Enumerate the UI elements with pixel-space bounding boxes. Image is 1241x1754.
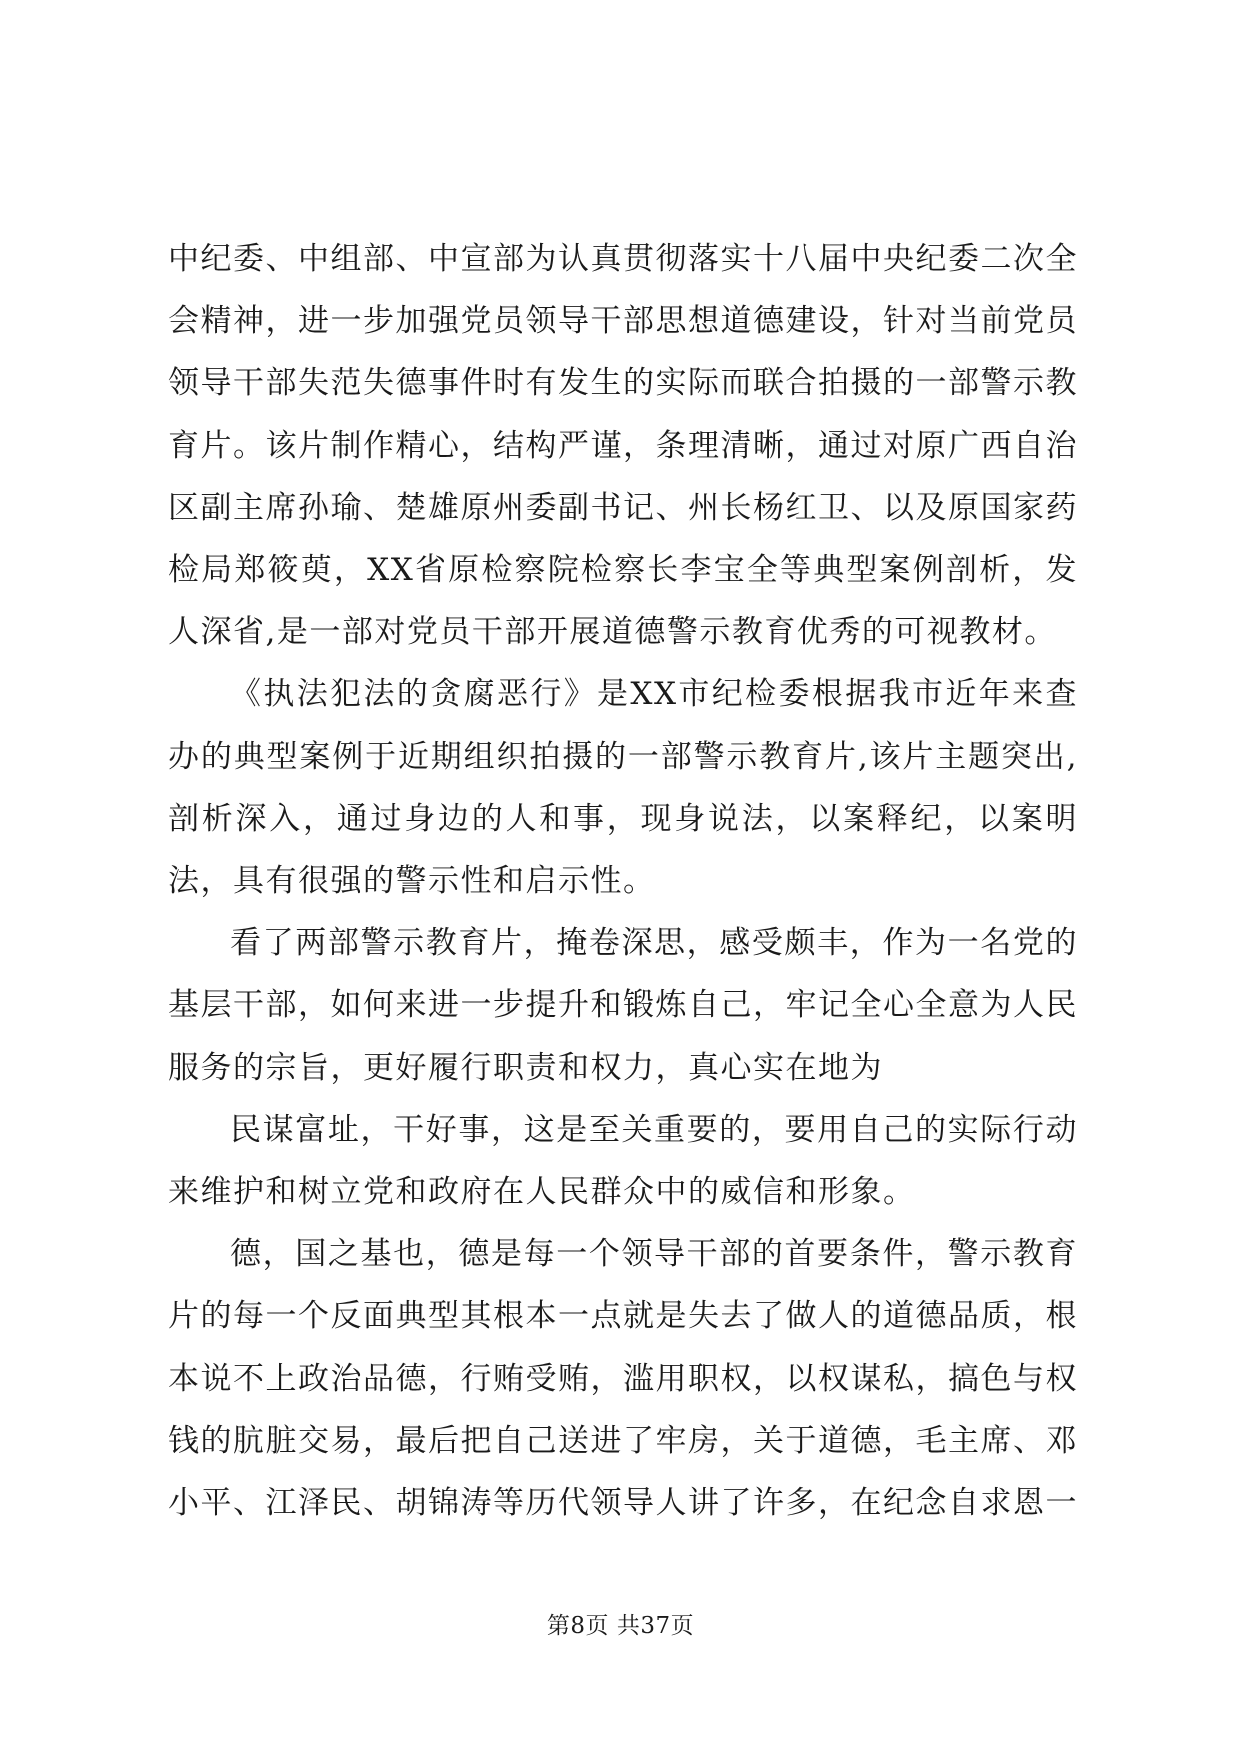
paragraph-4: 民谋富址，干好事，这是至关重要的，要用自己的实际行动来维护和树立党和政府在人民群众中的威信和形象。 [168,1111,1078,1211]
paragraph-3: 看了两部警示教育片，掩卷深思，感受颇丰，作为一名党的基层干部，如何来进一步提升和锻炼自己，牢记全心全意为人民服务的宗旨，更好履行职责和权力，真心实在地为 [168,925,1078,1086]
paragraph-1: 中纪委、中组部、中宣部为认真贯彻落实十八届中央纪委二次全会精神，进一步加强党员领导干部思想道德建设，针对当前党员领导干部失范失德事件时有发生的实际而联合拍摄的一部警示教育片。该片制作精心，结构严谨，条理清晰，通过对原广西自治区副主席孙瑜、楚雄原州委副书记、州长杨红卫、以及原国家药检局郑筱萸，XX省原检察院检察长李宝全等典型案例剖析，发人深省,是一部对党员干部开展道德警示教育优秀的可视教材。 [168,241,1078,651]
paragraph-2: 《执法犯法的贪腐恶行》是XX市纪检委根据我市近年来查办的典型案例于近期组织拍摄的一部警示教育片,该片主题突出,剖析深入，通过身边的人和事，现身说法，以案释纪，以案明法，具有很强的警示性和启示性。 [168,676,1078,900]
paragraph-5: 德，国之基也，德是每一个领导干部的首要条件，警示教育片的每一个反面典型其根本一点就是失去了做人的道德品质，根本说不上政治品德，行贿受贿，滥用职权，以权谋私，搞色与权钱的肮脏交易，最后把自己送进了牢房，关于道德，毛主席、邓小平、江泽民、胡锦涛等历代领导人讲了许多，在纪念自求恩一 [168,1236,1078,1522]
page-number-footer: 第8页 共37页 [546,1613,695,1639]
document-body [168,228,1078,1534]
